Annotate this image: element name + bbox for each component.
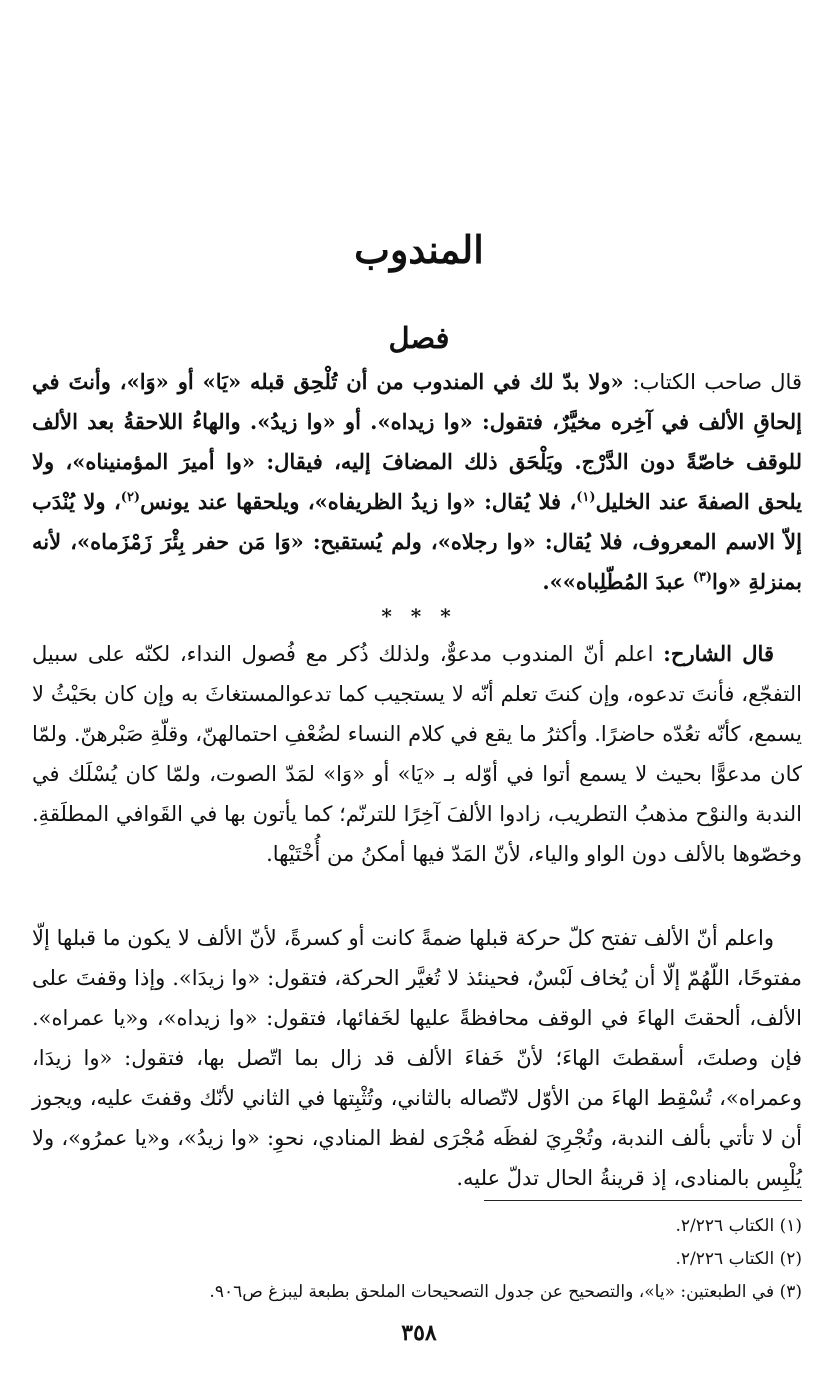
footnote-divider (484, 1200, 802, 1201)
footnotes-list (32, 1210, 802, 1309)
footnote-3: (٣) في الطبعتين: «يا»، والتصحيح عن جدول التصحيحات الملحق بطبعة ليبزغ ص٩٠٦. (209, 1282, 802, 1302)
section-separator: * * * (381, 604, 457, 628)
section-title: فصل (388, 321, 450, 355)
quote-intro: قال صاحب الكتاب: (632, 370, 802, 394)
commentary-paragraph-2: واعلم أنّ الألف تفتح كلّ حركة قبلها ضمةً كانت أو كسرةً، لأنّ الألف لا يكون ما قبلها إلّا مفتوحًا، اللّهُمّ إلّا أن يُخاف لَبْسٌ، فحينئذ لا تُغيَّر الحركة، فتقول: «وا زيدَا». وإذا وقفتَ على الألف، ألحقتَ الهاءَ في الوقف محافظةً عليها لخَفائها، فتقول: «وا زيداه»، و«يا عمراه». فإن وصلتَ، أسقطتَ الهاءَ؛ لأنّ خَفاءَ الألف قد زال بما اتّصل بها، فتقول: «وا زيدَا، وعمراه»، تُسْقِط الهاءَ من الأوّل لاتّصاله بالثاني، وتُثْبِتها في الثاني لأنّك وقفتَ عليه، ويجوز أن لا تأتي بألف الندبة، وتُجْرِيَ لفظَه مُجْرَى لفظ المنادي، نحوِ: «وا زيدُ»، و«يا عمرُو»، ولا يُلْبِس بالمنادى، إذ قرينةُ الحال تدلّ عليه. (32, 926, 802, 1190)
quote-text-part-4: عبدَ المُطّلِباه»». (542, 569, 693, 594)
footnote-ref-2[interactable]: (٢) (120, 490, 141, 505)
page-number: ٣٥٨ (401, 1320, 437, 1346)
quote-text-part-1: «ولا بدّ لك في المندوب من أن تُلْحِق قبله «يَا» أو «وَا»، وأنتَ في إلحاقِ الألف في آخِره مخيَّرٌ، فتقول: «وا زيداه». أو «وا زيدُ». والهاءُ اللاحقةُ بعد الألف للوقف خاصّةً دون الدَّرْج. ويَلْحَق ذلك المضافَ إليه، فيقال: «وا أميرَ المؤمنيناه»، ولا يلحق الصفةَ عند الخليل (32, 369, 802, 514)
footnote-2: (٢) الكتاب ٢/٢٢٦. (675, 1249, 802, 1269)
commentary-speaker: قال الشارح: (663, 641, 774, 666)
footnote-ref-1[interactable]: (١) (576, 490, 596, 505)
commentary-text-1: اعلم أنّ المندوب مدعوٌّ، ولذلك ذُكر مع فُصول النداء، لكنّه على سبيل التفجّع، فأنتَ تدعوه، وإن كنتَ تعلم أنّه لا يستجيب كما تدعوالمستغاثَ به وإن كان بحَيْثُ لا يسمع، كأنّه تعُدّه حاضرًا. وأكثرُ ما يقع في كلام النساء لضُعْفِ احتمالهنّ، وقلّةِ صَبْرهنّ. ولمّا كان مدعوًّا بحيث لا يسمع أتوا في أوّله بـ «يَا» أو «وَا» لمَدّ الصوت، ولمّا كان يُسْلَك في الندبة والنوْح مذهبُ التطريب، زادوا الألفَ آخِرًا للترنّم؛ كما يأتون بها في القَوافي المطلَقةِ. وخصّوها بالألف دون الواو والياء، لأنّ المَدّ فيها أمكنُ من أُخْتَيْها. (32, 642, 802, 866)
footnote-1: (١) الكتاب ٢/٢٢٦. (675, 1216, 802, 1236)
author-quote (32, 362, 802, 602)
quote-text-part-2: ، فلا يُقال: «وا زيدُ الظريفاه»، ويلحقها عند يونس (140, 489, 577, 514)
commentary-paragraph-1 (32, 634, 802, 874)
footnote-ref-3[interactable]: (٣) (692, 570, 713, 585)
chapter-title: المندوب (354, 227, 484, 272)
quote-text-part-3: ، ولا يُنْدَب إلاّ الاسم المعروف، فلا يُقال: «وا رجلاه»، ولم يُستقبح: «وَا مَن حفر بِئْرَ زَمْزَماه»، لأنه بمنزلةِ «وا (32, 489, 802, 594)
